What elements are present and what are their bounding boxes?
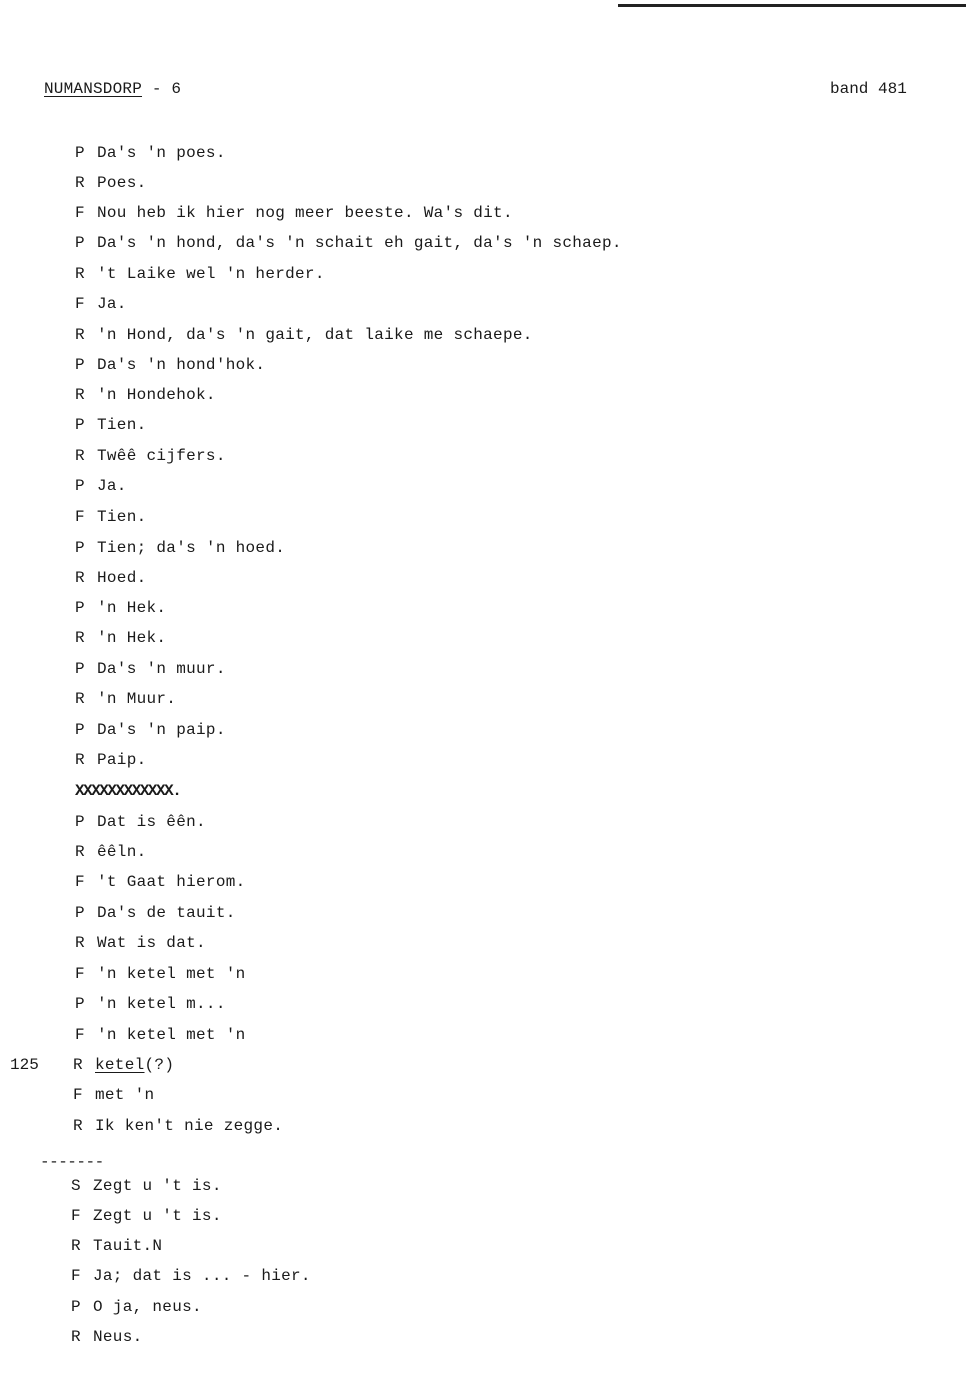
transcript-line xyxy=(75,689,176,709)
transcript-line xyxy=(75,143,226,163)
speaker: P xyxy=(75,356,85,374)
speaker: P xyxy=(75,813,85,831)
transcript-line xyxy=(75,415,147,435)
speaker: R xyxy=(75,174,85,192)
page-header xyxy=(44,80,181,98)
speaker: R xyxy=(75,265,85,283)
transcript-line xyxy=(75,964,246,984)
transcript-line xyxy=(75,446,226,466)
utterance: 'n ketel met 'n xyxy=(97,965,246,983)
utterance: met 'n xyxy=(95,1086,155,1104)
page-title: NUMANSDORP xyxy=(44,80,143,98)
transcript-line xyxy=(75,628,166,648)
transcript-line xyxy=(71,1206,222,1226)
speaker: R xyxy=(71,1237,81,1255)
transcript-line xyxy=(75,538,285,558)
transcript-line xyxy=(71,1297,202,1317)
transcript-line xyxy=(73,1085,154,1105)
utterance: 'n ketel m... xyxy=(97,995,226,1013)
utterance: Tien. xyxy=(97,416,147,434)
speaker: P xyxy=(75,721,85,739)
transcript-line xyxy=(75,507,147,527)
utterance: êêln. xyxy=(97,843,147,861)
utterance: Ja. xyxy=(97,295,127,313)
speaker: S xyxy=(71,1177,81,1195)
speaker: R xyxy=(75,934,85,952)
page-number: - 6 xyxy=(151,80,182,98)
struck-text: XXXXXXXXXXXX. xyxy=(75,782,181,800)
line-counter: 125 xyxy=(10,1056,39,1074)
utterance: Tauit.N xyxy=(93,1237,163,1255)
speaker: F xyxy=(75,508,85,526)
utterance: O ja, neus. xyxy=(93,1298,202,1316)
transcript-line xyxy=(73,1116,283,1136)
speaker: R xyxy=(71,1328,81,1346)
utterance: 't Laike wel 'n herder. xyxy=(97,265,325,283)
transcript-line xyxy=(75,903,236,923)
speaker: F xyxy=(75,295,85,313)
utterance: Nou heb ik hier nog meer beeste. Wa's dit. xyxy=(97,204,513,222)
transcript-line xyxy=(71,1327,143,1347)
utterance: 'n Hondehok. xyxy=(97,386,216,404)
transcript-line xyxy=(75,233,622,253)
speaker: P xyxy=(75,234,85,252)
transcript-line xyxy=(75,842,147,862)
utterance: Da's de tauit. xyxy=(97,904,236,922)
utterance: Da's 'n poes. xyxy=(97,144,226,162)
speaker: F xyxy=(71,1207,81,1225)
transcript-line xyxy=(73,1055,174,1075)
speaker: P xyxy=(71,1298,81,1316)
transcript-line xyxy=(75,264,325,284)
speaker: P xyxy=(75,477,85,495)
speaker: R xyxy=(75,326,85,344)
speaker: P xyxy=(75,599,85,617)
speaker: F xyxy=(75,873,85,891)
transcript-line xyxy=(75,659,226,679)
speaker: R xyxy=(75,629,85,647)
utterance: 'n Muur. xyxy=(97,690,177,708)
transcript-line xyxy=(71,1236,162,1256)
transcript-line xyxy=(75,568,147,588)
struck-out-line xyxy=(75,781,180,801)
utterance: Ik ken't nie zegge. xyxy=(95,1117,284,1135)
speaker: F xyxy=(71,1267,81,1285)
speaker: P xyxy=(75,995,85,1013)
utterance: Wat is dat. xyxy=(97,934,206,952)
transcript-line xyxy=(75,355,265,375)
speaker: P xyxy=(75,144,85,162)
speaker: P xyxy=(75,660,85,678)
utterance: Zegt u 't is. xyxy=(93,1177,222,1195)
speaker: R xyxy=(75,751,85,769)
transcript-line xyxy=(75,750,147,770)
transcript-line xyxy=(75,812,206,832)
utterance: Paip. xyxy=(97,751,147,769)
utterance: 'n Hek. xyxy=(97,629,167,647)
transcript-line xyxy=(71,1176,222,1196)
utterance: Da's 'n muur. xyxy=(97,660,226,678)
transcript-line xyxy=(75,203,513,223)
speaker: R xyxy=(75,843,85,861)
utterance: Hoed. xyxy=(97,569,147,587)
transcript-line xyxy=(75,720,226,740)
utterance: Da's 'n hond'hok. xyxy=(97,356,266,374)
utterance: Neus. xyxy=(93,1328,143,1346)
utterance: 'n Hek. xyxy=(97,599,167,617)
speaker: P xyxy=(75,904,85,922)
utterance-underlined: ketel xyxy=(95,1056,145,1074)
utterance: Twêê cijfers. xyxy=(97,447,226,465)
utterance: Zegt u 't is. xyxy=(93,1207,222,1225)
speaker: R xyxy=(73,1056,83,1074)
utterance: Ja; dat is ... - hier. xyxy=(93,1267,311,1285)
transcript-line xyxy=(71,1266,311,1286)
transcript-line xyxy=(75,476,127,496)
transcript-line xyxy=(75,325,533,345)
speaker: R xyxy=(75,569,85,587)
transcript-line xyxy=(75,598,166,618)
utterance: Da's 'n paip. xyxy=(97,721,226,739)
transcript-line xyxy=(75,994,226,1014)
speaker: F xyxy=(75,965,85,983)
utterance: 'n ketel met 'n xyxy=(97,1026,246,1044)
utterance: Poes. xyxy=(97,174,147,192)
tape-label: band 481 xyxy=(830,80,907,98)
speaker: F xyxy=(75,204,85,222)
speaker: R xyxy=(73,1117,83,1135)
utterance: 'n Hond, da's 'n gait, dat laike me schaepe. xyxy=(97,326,533,344)
speaker: R xyxy=(75,447,85,465)
transcript-line xyxy=(75,385,216,405)
utterance: 't Gaat hierom. xyxy=(97,873,246,891)
top-rule xyxy=(618,4,966,7)
transcript-line xyxy=(75,173,147,193)
speaker: P xyxy=(75,416,85,434)
utterance: Ja. xyxy=(97,477,127,495)
speaker: P xyxy=(75,539,85,557)
utterance-suffix: (?) xyxy=(144,1056,175,1074)
transcript-line xyxy=(75,933,206,953)
speaker: R xyxy=(75,690,85,708)
utterance: Tien. xyxy=(97,508,147,526)
transcript-line xyxy=(75,872,246,892)
speaker: F xyxy=(73,1086,83,1104)
speaker: F xyxy=(75,1026,85,1044)
utterance: Da's 'n hond, da's 'n schait eh gait, da's 'n schaep. xyxy=(97,234,622,252)
utterance: Tien; da's 'n hoed. xyxy=(97,539,286,557)
transcript-line xyxy=(75,294,127,314)
speaker: R xyxy=(75,386,85,404)
section-divider: ------- xyxy=(40,1153,104,1171)
transcript-line xyxy=(75,1025,246,1045)
utterance: Dat is êên. xyxy=(97,813,206,831)
